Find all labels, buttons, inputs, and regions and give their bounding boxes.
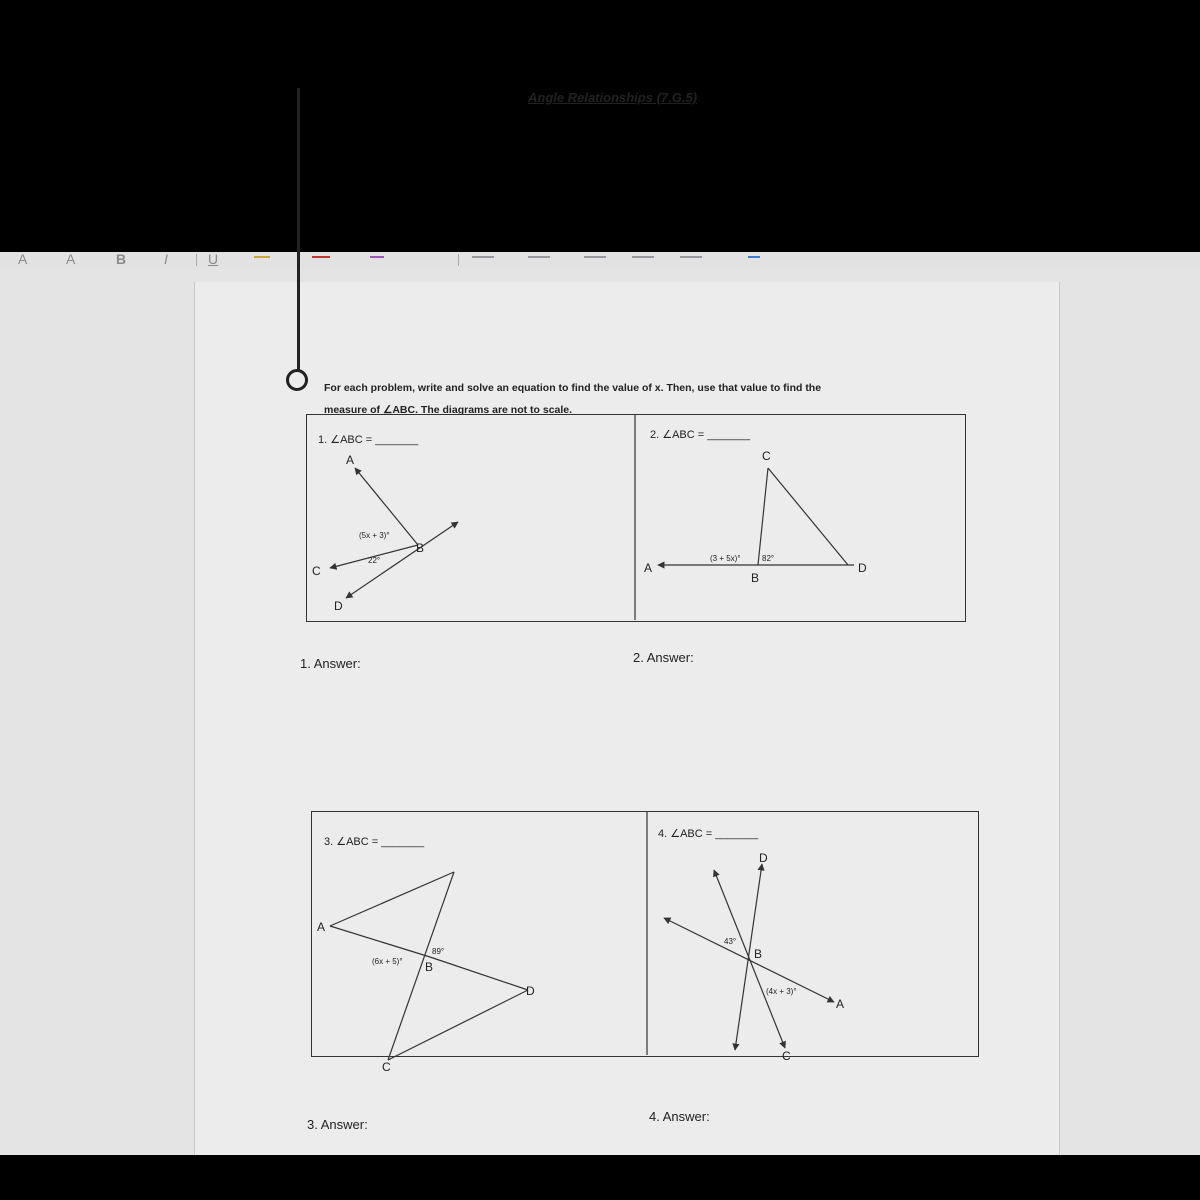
problem-2-prompt: 2. ∠ABC = _______ xyxy=(650,429,751,441)
p2-angle-given: 82° xyxy=(762,554,775,563)
instructions-line-1: For each problem, write and solve an equation to find the value of x. Then, use that value to find the xyxy=(324,382,822,394)
p4-label-a: A xyxy=(836,997,845,1011)
worksheet-title: Angle Relationships (7.G.5) xyxy=(528,90,698,105)
problem-4-diagram xyxy=(658,828,844,1063)
p2-angle-expr: (3 + 5x)° xyxy=(710,554,741,563)
p2-label-b: B xyxy=(751,571,760,585)
p3-label-c: C xyxy=(382,1060,391,1074)
problem-3-prompt: 3. ∠ABC = _______ xyxy=(324,836,425,848)
p1-label-a: A xyxy=(346,453,355,467)
p4-label-b: B xyxy=(754,947,763,961)
instructions-line-2: measure of ∠ABC. The diagrams are not to scale. xyxy=(324,404,573,416)
font-style-a-button[interactable]: A xyxy=(18,252,28,267)
p1-angle-given: 22° xyxy=(368,556,381,565)
p1-angle-expr: (5x + 3)° xyxy=(359,531,390,540)
p4-angle-given: 43° xyxy=(724,937,737,946)
p1-label-c: C xyxy=(312,564,321,578)
p3-label-a: A xyxy=(317,920,326,934)
problem-1-prompt: 1. ∠ABC = _______ xyxy=(318,434,419,446)
italic-button[interactable]: I xyxy=(164,252,168,267)
answer-2-label: 2. Answer: xyxy=(633,650,694,665)
p3-label-d: D xyxy=(526,984,535,998)
answer-4-label: 4. Answer: xyxy=(649,1109,710,1124)
p1-label-d: D xyxy=(334,599,343,613)
problem-1-diagram xyxy=(312,434,458,613)
problem-4-prompt: 4. ∠ABC = _______ xyxy=(658,828,759,840)
p4-angle-expr: (4x + 3)° xyxy=(766,987,797,996)
p1-label-b: B xyxy=(416,541,425,555)
p3-angle-given: 89° xyxy=(432,947,445,956)
segment-a-top xyxy=(330,872,454,926)
line-bc xyxy=(714,870,785,1048)
answer-1-label: 1. Answer: xyxy=(300,656,361,671)
underline-button[interactable]: U xyxy=(208,252,219,267)
p3-angle-expr: (6x + 5)° xyxy=(372,957,403,966)
p4-label-c: C xyxy=(782,1049,791,1063)
segment-bd xyxy=(430,957,528,990)
p3-label-b: B xyxy=(425,960,434,974)
answer-3-label: 3. Answer: xyxy=(307,1117,368,1132)
segment-ab xyxy=(330,926,430,957)
p2-label-d: D xyxy=(858,561,867,575)
problem-2-diagram xyxy=(644,429,867,585)
segment-bc xyxy=(758,468,768,565)
problem-3-diagram xyxy=(317,836,535,1074)
segment-cd xyxy=(768,468,848,565)
p2-label-a: A xyxy=(644,561,653,575)
p4-label-d: D xyxy=(759,851,768,865)
line-ba xyxy=(664,918,834,1002)
font-style-a2-button[interactable]: A xyxy=(66,252,76,267)
bold-button[interactable]: B xyxy=(116,252,127,267)
p2-label-c: C xyxy=(762,449,771,463)
